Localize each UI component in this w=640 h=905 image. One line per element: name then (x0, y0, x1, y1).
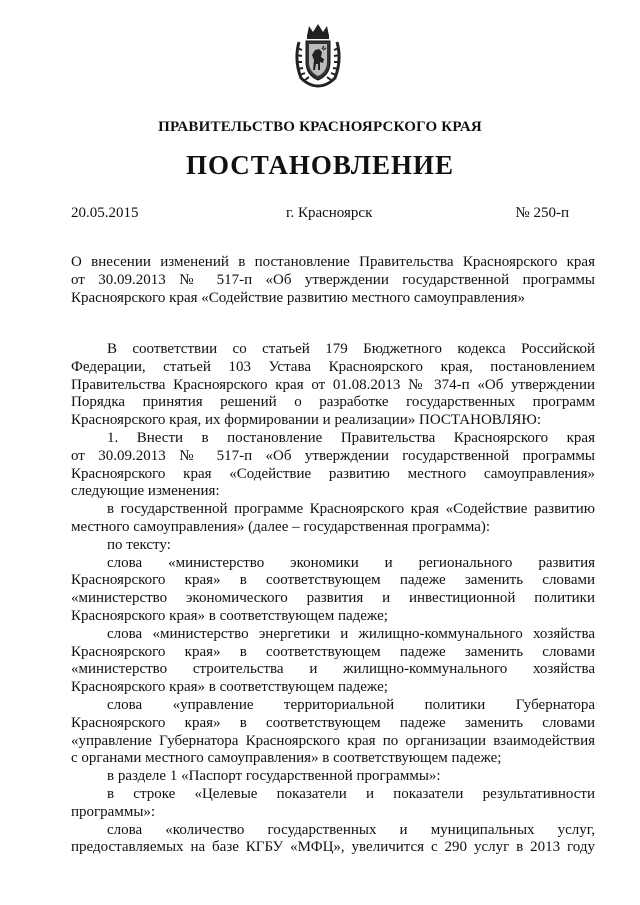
body-line: Красноярского края «Содействие развитию местного самоуправления» (71, 465, 595, 482)
title-line: О внесении изменений в постановление Правительства Красноярского края (71, 254, 595, 270)
body-line: Красноярского края» в соответствующем падеже заменить словами (71, 714, 595, 731)
document-date: 20.05.2015 (71, 205, 139, 221)
body-line: с органами местного самоуправления» в соответствующем падеже; (71, 750, 502, 767)
body-line: в разделе 1 «Паспорт государственной программы»: (107, 768, 441, 785)
document-title (71, 254, 595, 307)
coat-of-arms-icon (293, 22, 343, 88)
body-line: Красноярского края» в соответствующем падеже заменить словами (71, 643, 595, 660)
body-line: 1. Внести в постановление Правительства Красноярского края (107, 429, 595, 446)
body-line: следующие изменения: (71, 483, 220, 500)
body-line: местного самоуправления» (далее – государственная программа): (71, 518, 491, 535)
government-name: ПРАВИТЕЛЬСТВО КРАСНОЯРСКОГО КРАЯ (158, 119, 482, 135)
body-line: «министерство экономического развития и инвестиционной политики (71, 590, 595, 607)
document-type: ПОСТАНОВЛЕНИЕ (185, 150, 455, 180)
document-city: г. Красноярск (286, 205, 373, 221)
body-line: Красноярского края» в соответствующем падеже; (71, 679, 388, 696)
body-line: слова «управление территориальной политики Губернатора (107, 696, 595, 713)
body-line: по тексту: (107, 536, 171, 553)
body-line: Красноярского края, их формировании и реализации» ПОСТАНОВЛЯЮ: (71, 412, 541, 429)
body-line: слова «количество государственных и муниципальных услуг, (107, 821, 595, 838)
body-line: предоставляемых на базе КГБУ «МФЦ», увеличится с 290 услуг в 2013 году (71, 839, 595, 856)
body-line: Красноярского края» в соответствующем падеже заменить словами (71, 572, 595, 589)
body-line: Порядка принятия решений о разработке государственных программ (71, 394, 595, 411)
body-line: Правительства Красноярского края от 01.08.2013 № 374-п «Об утверждении (71, 376, 595, 393)
title-line: от 30.09.2013 № 517-п «Об утверждении государственной программы (71, 271, 595, 288)
body-line: в строке «Целевые показатели и показатели результативности (107, 785, 595, 802)
body-line: «министерство строительства и жилищно-коммунального хозяйства (71, 661, 595, 678)
body-line: «управление Губернатора Красноярского края по организации взаимодействия (71, 732, 595, 749)
body-line: Красноярского края» в соответствующем падеже; (71, 607, 388, 624)
body-line: программы»: (71, 803, 156, 820)
body-line: в государственной программе Красноярского края «Содействие развитию (107, 501, 595, 518)
document-number: № 250-п (515, 205, 569, 221)
body-line: Федерации, статьей 103 Устава Красноярского края, постановлением (71, 358, 595, 375)
body-line: от 30.09.2013 № 517-п «Об утверждении государственной программы (71, 447, 595, 464)
document-body (71, 341, 595, 857)
title-line: Красноярского края «Содействие развитию местного самоуправления» (71, 289, 525, 306)
body-line: В соответствии со статьей 179 Бюджетного кодекса Российской (107, 341, 595, 357)
body-line: слова «министерство энергетики и жилищно-коммунального хозяйства (107, 625, 595, 642)
body-line: слова «министерство экономики и регионального развития (107, 554, 595, 571)
